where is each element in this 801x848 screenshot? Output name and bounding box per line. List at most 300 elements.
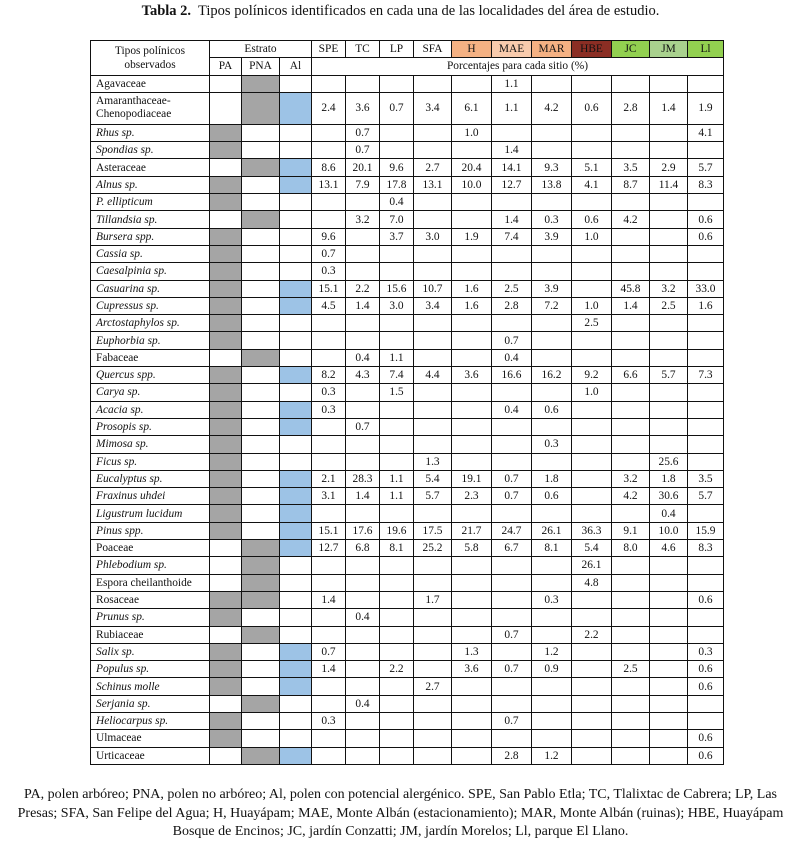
value-cell-hbe: 0.6 bbox=[572, 92, 612, 124]
value-cell-hbe: 4.8 bbox=[572, 574, 612, 591]
value-cell-ll bbox=[688, 712, 724, 729]
stratum-cell-pna bbox=[242, 643, 280, 660]
stratum-cell-pa bbox=[210, 574, 242, 591]
value-cell-tc: 6.8 bbox=[346, 540, 380, 557]
value-cell-hbe bbox=[572, 470, 612, 487]
stratum-cell-pna bbox=[242, 730, 280, 747]
value-cell-lp bbox=[380, 574, 414, 591]
value-cell-tc: 2.2 bbox=[346, 280, 380, 297]
value-cell-h bbox=[452, 695, 492, 712]
value-cell-hbe: 0.6 bbox=[572, 211, 612, 228]
value-cell-hbe bbox=[572, 418, 612, 435]
value-cell-h bbox=[452, 75, 492, 92]
value-cell-tc bbox=[346, 505, 380, 522]
value-cell-ll bbox=[688, 436, 724, 453]
value-cell-h: 3.6 bbox=[452, 661, 492, 678]
stratum-cell-pna bbox=[242, 488, 280, 505]
value-cell-jc bbox=[612, 574, 650, 591]
value-cell-ll: 0.6 bbox=[688, 211, 724, 228]
stratum-cell-al bbox=[280, 436, 312, 453]
value-cell-sfa: 10.7 bbox=[414, 280, 452, 297]
stratum-cell-pa bbox=[210, 280, 242, 297]
taxon-name: Acacia sp. bbox=[91, 401, 210, 418]
value-cell-lp bbox=[380, 678, 414, 695]
stratum-cell-pa bbox=[210, 367, 242, 384]
taxon-name: Rhus sp. bbox=[91, 124, 210, 141]
table-row bbox=[91, 730, 724, 747]
value-cell-tc: 0.7 bbox=[346, 142, 380, 159]
value-cell-mae bbox=[492, 574, 532, 591]
taxon-name: Ficus sp. bbox=[91, 453, 210, 470]
value-cell-ll: 7.3 bbox=[688, 367, 724, 384]
value-cell-jc bbox=[612, 418, 650, 435]
value-cell-hbe bbox=[572, 712, 612, 729]
value-cell-mar bbox=[532, 194, 572, 211]
taxon-name: Quercus spp. bbox=[91, 367, 210, 384]
value-cell-tc bbox=[346, 436, 380, 453]
value-cell-h: 1.3 bbox=[452, 643, 492, 660]
stratum-cell-al bbox=[280, 522, 312, 539]
value-cell-lp: 9.6 bbox=[380, 159, 414, 176]
value-cell-hbe bbox=[572, 505, 612, 522]
value-cell-lp: 1.5 bbox=[380, 384, 414, 401]
value-cell-mar bbox=[532, 245, 572, 262]
value-cell-mar: 0.3 bbox=[532, 436, 572, 453]
stratum-cell-al bbox=[280, 401, 312, 418]
value-cell-hbe bbox=[572, 349, 612, 366]
value-cell-mae: 0.7 bbox=[492, 470, 532, 487]
value-cell-hbe bbox=[572, 75, 612, 92]
value-cell-sfa: 25.2 bbox=[414, 540, 452, 557]
value-cell-spe bbox=[312, 505, 346, 522]
value-cell-h bbox=[452, 505, 492, 522]
value-cell-sfa bbox=[414, 401, 452, 418]
value-cell-tc: 0.4 bbox=[346, 609, 380, 626]
value-cell-jc bbox=[612, 626, 650, 643]
value-cell-spe: 0.3 bbox=[312, 712, 346, 729]
value-cell-jm bbox=[650, 332, 688, 349]
value-cell-sfa: 2.7 bbox=[414, 159, 452, 176]
value-cell-ll: 1.6 bbox=[688, 297, 724, 314]
taxon-name: Fabaceae bbox=[91, 349, 210, 366]
table-row bbox=[91, 591, 724, 608]
stratum-cell-pa bbox=[210, 730, 242, 747]
value-cell-sfa: 1.3 bbox=[414, 453, 452, 470]
value-cell-mar bbox=[532, 453, 572, 470]
value-cell-ll bbox=[688, 557, 724, 574]
value-cell-ll: 5.7 bbox=[688, 488, 724, 505]
taxon-name: Euphorbia sp. bbox=[91, 332, 210, 349]
stratum-cell-pna bbox=[242, 540, 280, 557]
value-cell-sfa bbox=[414, 263, 452, 280]
value-cell-jm bbox=[650, 194, 688, 211]
stratum-cell-pna bbox=[242, 211, 280, 228]
value-cell-mar: 0.6 bbox=[532, 401, 572, 418]
stratum-cell-al bbox=[280, 159, 312, 176]
stratum-cell-pa bbox=[210, 245, 242, 262]
value-cell-sfa: 13.1 bbox=[414, 176, 452, 193]
value-cell-jm bbox=[650, 211, 688, 228]
stratum-cell-pna bbox=[242, 401, 280, 418]
value-cell-spe bbox=[312, 315, 346, 332]
value-cell-spe: 0.7 bbox=[312, 643, 346, 660]
stratum-cell-pna bbox=[242, 609, 280, 626]
value-cell-spe bbox=[312, 332, 346, 349]
table-row bbox=[91, 626, 724, 643]
stratum-cell-pa bbox=[210, 540, 242, 557]
value-cell-sfa bbox=[414, 332, 452, 349]
value-cell-ll bbox=[688, 418, 724, 435]
stratum-cell-pa bbox=[210, 453, 242, 470]
value-cell-lp bbox=[380, 142, 414, 159]
value-cell-tc bbox=[346, 712, 380, 729]
value-cell-tc: 17.6 bbox=[346, 522, 380, 539]
value-cell-ll: 0.6 bbox=[688, 747, 724, 764]
value-cell-hbe bbox=[572, 263, 612, 280]
value-cell-jm bbox=[650, 228, 688, 245]
stratum-cell-pna bbox=[242, 591, 280, 608]
value-cell-mae bbox=[492, 695, 532, 712]
value-cell-h: 1.6 bbox=[452, 280, 492, 297]
value-cell-h bbox=[452, 211, 492, 228]
stratum-cell-pna bbox=[242, 75, 280, 92]
value-cell-h bbox=[452, 730, 492, 747]
value-cell-lp bbox=[380, 315, 414, 332]
value-cell-mar bbox=[532, 315, 572, 332]
value-cell-mar: 0.3 bbox=[532, 211, 572, 228]
value-cell-ll: 33.0 bbox=[688, 280, 724, 297]
stratum-cell-pna bbox=[242, 626, 280, 643]
value-cell-mae: 14.1 bbox=[492, 159, 532, 176]
value-cell-hbe bbox=[572, 124, 612, 141]
value-cell-mae: 1.4 bbox=[492, 211, 532, 228]
value-cell-spe: 13.1 bbox=[312, 176, 346, 193]
value-cell-mae: 0.7 bbox=[492, 332, 532, 349]
value-cell-jc bbox=[612, 453, 650, 470]
value-cell-hbe bbox=[572, 695, 612, 712]
header-strata-pa: PA bbox=[210, 58, 242, 75]
stratum-cell-pna bbox=[242, 124, 280, 141]
value-cell-spe bbox=[312, 557, 346, 574]
value-cell-tc: 1.4 bbox=[346, 297, 380, 314]
stratum-cell-pna bbox=[242, 436, 280, 453]
table-row bbox=[91, 92, 724, 124]
value-cell-ll: 8.3 bbox=[688, 540, 724, 557]
stratum-cell-al bbox=[280, 488, 312, 505]
stratum-cell-al bbox=[280, 349, 312, 366]
value-cell-mae: 7.4 bbox=[492, 228, 532, 245]
table-row bbox=[91, 176, 724, 193]
stratum-cell-pna bbox=[242, 297, 280, 314]
value-cell-lp bbox=[380, 695, 414, 712]
value-cell-hbe bbox=[572, 609, 612, 626]
value-cell-jm: 11.4 bbox=[650, 176, 688, 193]
value-cell-h bbox=[452, 332, 492, 349]
value-cell-ll bbox=[688, 245, 724, 262]
value-cell-tc bbox=[346, 228, 380, 245]
value-cell-mae: 1.1 bbox=[492, 92, 532, 124]
value-cell-mae: 12.7 bbox=[492, 176, 532, 193]
value-cell-tc: 28.3 bbox=[346, 470, 380, 487]
value-cell-mar: 0.6 bbox=[532, 488, 572, 505]
value-cell-tc: 4.3 bbox=[346, 367, 380, 384]
value-cell-h bbox=[452, 436, 492, 453]
value-cell-sfa bbox=[414, 194, 452, 211]
value-cell-h bbox=[452, 626, 492, 643]
value-cell-tc bbox=[346, 332, 380, 349]
value-cell-lp bbox=[380, 730, 414, 747]
taxon-name: Heliocarpus sp. bbox=[91, 712, 210, 729]
value-cell-mae bbox=[492, 263, 532, 280]
value-cell-tc: 20.1 bbox=[346, 159, 380, 176]
value-cell-spe: 0.7 bbox=[312, 245, 346, 262]
taxon-name: Arctostaphylos sp. bbox=[91, 315, 210, 332]
value-cell-mae bbox=[492, 384, 532, 401]
value-cell-tc: 0.4 bbox=[346, 349, 380, 366]
value-cell-sfa bbox=[414, 661, 452, 678]
value-cell-jc: 3.5 bbox=[612, 159, 650, 176]
value-cell-mae bbox=[492, 418, 532, 435]
value-cell-lp bbox=[380, 626, 414, 643]
value-cell-sfa: 3.0 bbox=[414, 228, 452, 245]
value-cell-mar bbox=[532, 332, 572, 349]
value-cell-mar bbox=[532, 574, 572, 591]
value-cell-jm bbox=[650, 436, 688, 453]
value-cell-jc bbox=[612, 712, 650, 729]
value-cell-h: 21.7 bbox=[452, 522, 492, 539]
value-cell-mar: 0.3 bbox=[532, 591, 572, 608]
value-cell-mar: 4.2 bbox=[532, 92, 572, 124]
value-cell-sfa bbox=[414, 349, 452, 366]
stratum-cell-al bbox=[280, 453, 312, 470]
stratum-cell-pa bbox=[210, 661, 242, 678]
value-cell-ll: 8.3 bbox=[688, 176, 724, 193]
value-cell-mar: 1.2 bbox=[532, 747, 572, 764]
value-cell-tc bbox=[346, 730, 380, 747]
stratum-cell-pa bbox=[210, 315, 242, 332]
stratum-cell-pa bbox=[210, 401, 242, 418]
value-cell-hbe bbox=[572, 591, 612, 608]
value-cell-lp: 3.7 bbox=[380, 228, 414, 245]
value-cell-tc bbox=[346, 194, 380, 211]
stratum-cell-al bbox=[280, 228, 312, 245]
value-cell-jc: 8.0 bbox=[612, 540, 650, 557]
value-cell-ll: 1.9 bbox=[688, 92, 724, 124]
value-cell-h bbox=[452, 678, 492, 695]
value-cell-tc bbox=[346, 315, 380, 332]
value-cell-h: 10.0 bbox=[452, 176, 492, 193]
header-site-hbe: HBE bbox=[572, 41, 612, 58]
value-cell-jc: 4.2 bbox=[612, 488, 650, 505]
stratum-cell-pa bbox=[210, 643, 242, 660]
taxon-name: Spondias sp. bbox=[91, 142, 210, 159]
value-cell-hbe bbox=[572, 661, 612, 678]
table-footnote: PA, polen arbóreo; PNA, polen no arbóreo; Al, polen con potencial alergénico. SPE, San Pablo Etla; TC, Tlalixtac de Cabrera; LP, Las Presas; SFA, San Felipe del Agua; H, Huayápam; MAE, Monte Albán (estacionamiento); MAR, Monte Albán (ruinas); HBE, Huayápam Bosque de Encinos; JC, jardín Conzatti; JM, jardín Morelos; Ll, parque El Llano. bbox=[17, 787, 784, 839]
value-cell-sfa: 1.7 bbox=[414, 591, 452, 608]
value-cell-mar bbox=[532, 678, 572, 695]
value-cell-jm bbox=[650, 730, 688, 747]
value-cell-tc bbox=[346, 263, 380, 280]
value-cell-h: 3.6 bbox=[452, 367, 492, 384]
stratum-cell-al bbox=[280, 470, 312, 487]
value-cell-mar bbox=[532, 349, 572, 366]
value-cell-mae bbox=[492, 315, 532, 332]
stratum-cell-pna bbox=[242, 315, 280, 332]
taxon-name: P. ellipticum bbox=[91, 194, 210, 211]
stratum-cell-al bbox=[280, 315, 312, 332]
value-cell-jm bbox=[650, 574, 688, 591]
header-strata-pna: PNA bbox=[242, 58, 280, 75]
value-cell-ll bbox=[688, 332, 724, 349]
value-cell-jm: 0.4 bbox=[650, 505, 688, 522]
value-cell-hbe: 2.5 bbox=[572, 315, 612, 332]
table-row bbox=[91, 678, 724, 695]
taxon-name: Alnus sp. bbox=[91, 176, 210, 193]
stratum-cell-pna bbox=[242, 92, 280, 124]
header-tipos: Tipos polínicos observados bbox=[91, 41, 210, 76]
stratum-cell-pa bbox=[210, 522, 242, 539]
value-cell-sfa bbox=[414, 142, 452, 159]
value-cell-jc bbox=[612, 142, 650, 159]
value-cell-spe: 3.1 bbox=[312, 488, 346, 505]
value-cell-ll: 0.6 bbox=[688, 678, 724, 695]
value-cell-jc bbox=[612, 557, 650, 574]
value-cell-lp bbox=[380, 332, 414, 349]
value-cell-spe bbox=[312, 194, 346, 211]
value-cell-ll: 0.3 bbox=[688, 643, 724, 660]
taxon-name: Bursera spp. bbox=[91, 228, 210, 245]
value-cell-jc bbox=[612, 124, 650, 141]
value-cell-mar: 3.9 bbox=[532, 280, 572, 297]
stratum-cell-al bbox=[280, 540, 312, 557]
value-cell-lp: 2.2 bbox=[380, 661, 414, 678]
value-cell-ll bbox=[688, 401, 724, 418]
value-cell-jm bbox=[650, 75, 688, 92]
stratum-cell-pa bbox=[210, 176, 242, 193]
value-cell-mar: 26.1 bbox=[532, 522, 572, 539]
value-cell-jm bbox=[650, 557, 688, 574]
value-cell-ll: 0.6 bbox=[688, 661, 724, 678]
value-cell-sfa bbox=[414, 384, 452, 401]
table-row bbox=[91, 540, 724, 557]
stratum-cell-pa bbox=[210, 297, 242, 314]
value-cell-lp: 19.6 bbox=[380, 522, 414, 539]
table-row bbox=[91, 228, 724, 245]
value-cell-mar: 13.8 bbox=[532, 176, 572, 193]
value-cell-h bbox=[452, 557, 492, 574]
value-cell-mar: 0.9 bbox=[532, 661, 572, 678]
value-cell-jm bbox=[650, 315, 688, 332]
taxon-name: Cassia sp. bbox=[91, 245, 210, 262]
value-cell-h bbox=[452, 609, 492, 626]
taxon-name: Phlebodium sp. bbox=[91, 557, 210, 574]
value-cell-h: 2.3 bbox=[452, 488, 492, 505]
value-cell-sfa bbox=[414, 418, 452, 435]
value-cell-mae: 2.5 bbox=[492, 280, 532, 297]
value-cell-mar: 1.8 bbox=[532, 470, 572, 487]
value-cell-jm: 25.6 bbox=[650, 453, 688, 470]
value-cell-h bbox=[452, 194, 492, 211]
stratum-cell-al bbox=[280, 591, 312, 608]
value-cell-mar bbox=[532, 418, 572, 435]
taxon-name: Agavaceae bbox=[91, 75, 210, 92]
stratum-cell-pa bbox=[210, 488, 242, 505]
stratum-cell-al bbox=[280, 574, 312, 591]
value-cell-spe bbox=[312, 747, 346, 764]
header-site-jc: JC bbox=[612, 41, 650, 58]
value-cell-spe: 15.1 bbox=[312, 522, 346, 539]
value-cell-spe bbox=[312, 142, 346, 159]
taxon-name: Casuarina sp. bbox=[91, 280, 210, 297]
value-cell-ll bbox=[688, 349, 724, 366]
value-cell-ll bbox=[688, 384, 724, 401]
stratum-cell-pa bbox=[210, 124, 242, 141]
table-row bbox=[91, 142, 724, 159]
header-site-h: H bbox=[452, 41, 492, 58]
value-cell-mae bbox=[492, 245, 532, 262]
value-cell-spe bbox=[312, 349, 346, 366]
stratum-cell-al bbox=[280, 730, 312, 747]
value-cell-spe: 8.6 bbox=[312, 159, 346, 176]
value-cell-mae bbox=[492, 730, 532, 747]
value-cell-mae bbox=[492, 436, 532, 453]
value-cell-ll bbox=[688, 142, 724, 159]
stratum-cell-pa bbox=[210, 228, 242, 245]
value-cell-mar bbox=[532, 730, 572, 747]
value-cell-jm bbox=[650, 401, 688, 418]
value-cell-lp bbox=[380, 747, 414, 764]
value-cell-mae bbox=[492, 124, 532, 141]
table-row bbox=[91, 574, 724, 591]
value-cell-spe bbox=[312, 609, 346, 626]
value-cell-mae bbox=[492, 591, 532, 608]
value-cell-hbe bbox=[572, 747, 612, 764]
stratum-cell-pna bbox=[242, 176, 280, 193]
table-row bbox=[91, 418, 724, 435]
value-cell-spe: 1.4 bbox=[312, 661, 346, 678]
value-cell-jc bbox=[612, 75, 650, 92]
taxon-name: Tillandsia sp. bbox=[91, 211, 210, 228]
value-cell-lp: 0.7 bbox=[380, 92, 414, 124]
value-cell-jc: 1.4 bbox=[612, 297, 650, 314]
stratum-cell-al bbox=[280, 211, 312, 228]
value-cell-spe: 15.1 bbox=[312, 280, 346, 297]
value-cell-jm: 5.7 bbox=[650, 367, 688, 384]
value-cell-jm bbox=[650, 142, 688, 159]
stratum-cell-al bbox=[280, 747, 312, 764]
value-cell-spe: 8.2 bbox=[312, 367, 346, 384]
value-cell-tc bbox=[346, 661, 380, 678]
value-cell-mae bbox=[492, 505, 532, 522]
value-cell-ll bbox=[688, 626, 724, 643]
header-percent-label: Porcentajes para cada sitio (%) bbox=[312, 58, 724, 75]
value-cell-h bbox=[452, 418, 492, 435]
value-cell-mae bbox=[492, 643, 532, 660]
value-cell-hbe bbox=[572, 401, 612, 418]
taxon-name: Cupressus sp. bbox=[91, 297, 210, 314]
value-cell-spe: 12.7 bbox=[312, 540, 346, 557]
value-cell-jm bbox=[650, 643, 688, 660]
value-cell-lp: 0.4 bbox=[380, 194, 414, 211]
header-row-sites bbox=[91, 41, 724, 58]
value-cell-sfa: 3.4 bbox=[414, 92, 452, 124]
value-cell-hbe bbox=[572, 643, 612, 660]
value-cell-mae bbox=[492, 453, 532, 470]
table-row bbox=[91, 211, 724, 228]
stratum-cell-al bbox=[280, 75, 312, 92]
value-cell-mae bbox=[492, 557, 532, 574]
stratum-cell-pa bbox=[210, 436, 242, 453]
